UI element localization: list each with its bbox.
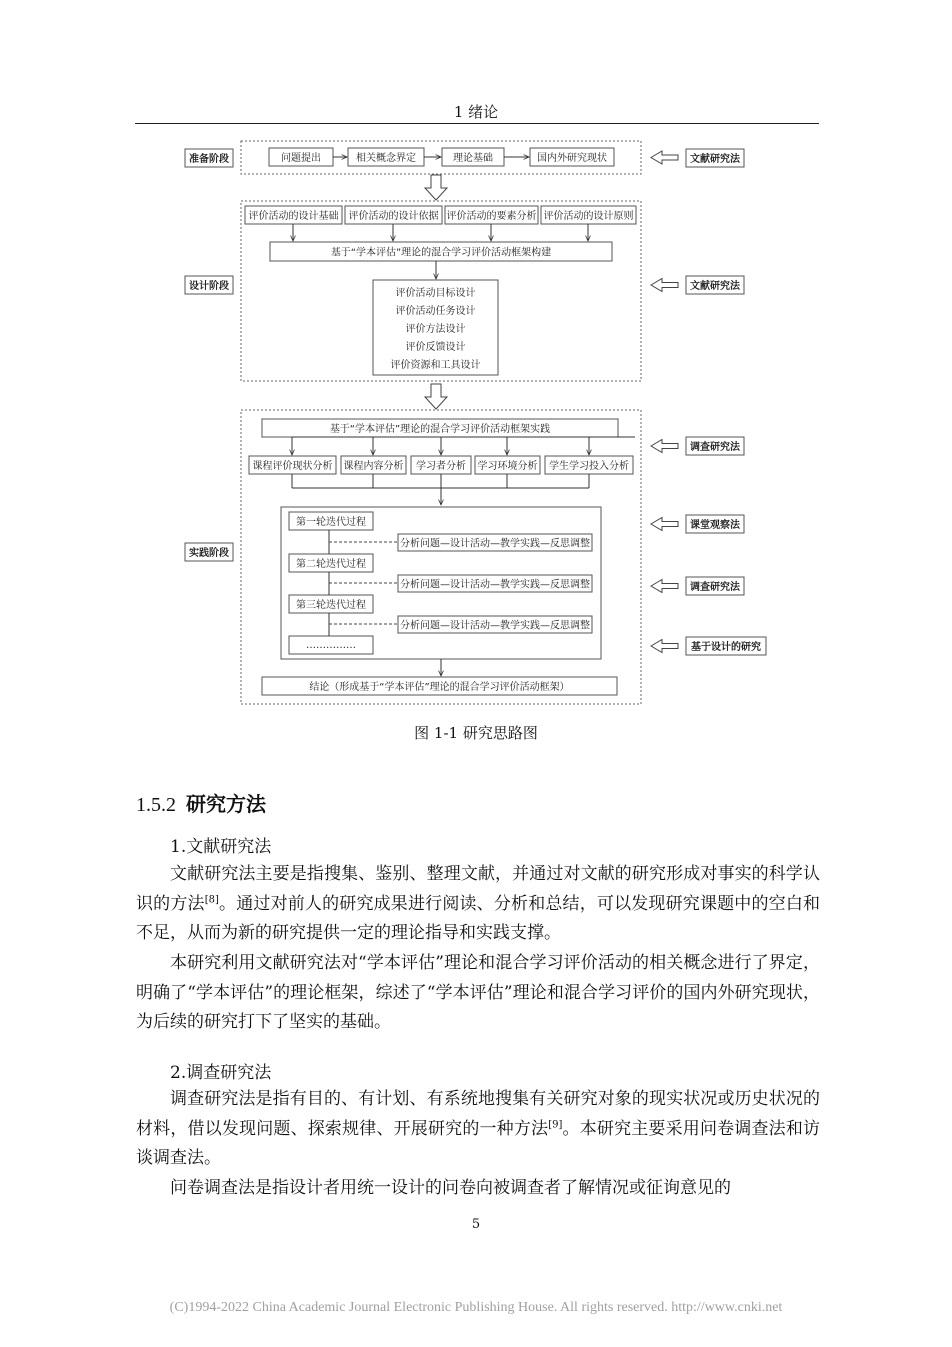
- stage-down-arrow: [425, 175, 447, 200]
- prep-step: [269, 148, 333, 166]
- method-label: [686, 515, 744, 533]
- design-item: 评价方法设计: [405, 324, 466, 335]
- svg-text:实践阶段: 实践阶段: [189, 548, 229, 559]
- svg-text:第一轮迭代过程: 第一轮迭代过程: [296, 517, 366, 528]
- design-item: 评价活动任务设计: [395, 306, 476, 317]
- method-label: [686, 637, 766, 655]
- svg-text:设计阶段: 设计阶段: [189, 281, 229, 292]
- prep-step: [530, 148, 614, 166]
- svg-text:评价活动的设计基础: 评价活动的设计基础: [248, 211, 339, 222]
- svg-text:调查研究法: 调查研究法: [690, 582, 740, 593]
- figure-caption: 图 1-1 研究思路图: [414, 724, 538, 742]
- svg-text:分析问题—设计活动—教学实践—反思调整: 分析问题—设计活动—教学实践—反思调整: [400, 620, 590, 632]
- iteration-round-box: [289, 554, 373, 572]
- citation: [9]: [548, 1118, 563, 1130]
- svg-text:课程评价现状分析: 课程评价现状分析: [252, 461, 333, 472]
- svg-text:结论（形成基于“学本评估”理论的混合学习评价活动框架）: 结论（形成基于“学本评估”理论的混合学习评价活动框架）: [309, 682, 570, 693]
- paragraph: 调查研究法是指有目的、有计划、有系统地搜集有关研究对象的现实状况或历史状况的材料，借以发现问题、探索规律、开展研究的一种方法[9]。本研究主要采用问卷调查法和访谈调查法。: [136, 1089, 821, 1168]
- practice-framework-box: [262, 419, 618, 437]
- subheading-literature: 1.文献研究法: [170, 837, 272, 857]
- iteration-cycle-box: [398, 534, 592, 551]
- stage-label-design: [185, 276, 233, 294]
- svg-text:理论基础: 理论基础: [453, 153, 493, 164]
- method-label: [686, 276, 744, 294]
- iteration-cycle-box: [398, 575, 592, 592]
- svg-text:文献研究法: 文献研究法: [690, 281, 740, 292]
- prep-step: [348, 148, 424, 166]
- svg-text:准备阶段: 准备阶段: [189, 154, 229, 165]
- paragraph: 文献研究法主要是指搜集、鉴别、整理文献，并通过对文献的研究形成对事实的科学认识的方法[8]。通过对前人的研究成果进行阅读、分析和总结，可以发现研究课题中的空白和不足，从而为新的研究提供一定的理论指导和实践支撑。: [136, 864, 821, 943]
- svg-text:相关概念界定: 相关概念界定: [356, 153, 416, 164]
- design-item: 评价资源和工具设计: [390, 360, 481, 371]
- iteration-cycle-box: [398, 616, 592, 633]
- svg-text:评价活动的要素分析: 评价活动的要素分析: [446, 211, 537, 222]
- analysis-box: [411, 456, 471, 474]
- design-basis-box: [345, 206, 442, 224]
- design-item: 评价反馈设计: [405, 342, 466, 353]
- iteration-round-box: [289, 595, 373, 613]
- design-framework-box: [270, 242, 612, 261]
- copyright-footer: (C)1994-2022 China Academic Journal Electronic Publishing House. All rights reserved. http://www.cnki.net: [169, 1300, 783, 1315]
- method-pointer-arrow: [651, 440, 678, 453]
- analysis-box: [341, 456, 406, 474]
- section-number: 1.5.2: [136, 794, 176, 816]
- svg-text:基于“学本评估”理论的混合学习评价活动框架实践: 基于“学本评估”理论的混合学习评价活动框架实践: [329, 424, 551, 435]
- design-basis-box: [541, 206, 636, 224]
- method-pointer-arrow: [651, 151, 678, 164]
- page-number: 5: [471, 1217, 481, 1232]
- svg-text:学习环境分析: 学习环境分析: [477, 461, 538, 472]
- svg-text:课堂观察法: 课堂观察法: [690, 520, 740, 531]
- svg-text:课程内容分析: 课程内容分析: [343, 461, 404, 472]
- conclusion-box: [262, 677, 617, 695]
- method-pointer-arrow: [651, 279, 678, 292]
- design-basis-box: [445, 206, 538, 224]
- svg-text:分析问题—设计活动—教学实践—反思调整: 分析问题—设计活动—教学实践—反思调整: [400, 538, 590, 550]
- paragraph: 本研究利用文献研究法对“学本评估”理论和混合学习评价活动的相关概念进行了界定，明确了“学本评估”的理论框架，综述了“学本评估”理论和混合学习评价的国内外研究现状，为后续的研究打下了坚实的基础。: [136, 953, 820, 1032]
- svg-text:调查研究法: 调查研究法: [690, 442, 740, 453]
- section-heading: [136, 788, 266, 817]
- section-title: 研究方法: [186, 792, 266, 816]
- svg-text:基于设计的研究: 基于设计的研究: [691, 642, 761, 653]
- analysis-box: [249, 456, 336, 474]
- svg-text:文献研究法: 文献研究法: [690, 154, 740, 165]
- svg-text:……………: ……………: [306, 640, 356, 651]
- svg-text:第三轮迭代过程: 第三轮迭代过程: [296, 600, 366, 611]
- svg-text:学习者分析: 学习者分析: [416, 461, 466, 472]
- paragraph: 问卷调查法是指设计者用统一设计的问卷向被调查者了解情况或征询意见的: [170, 1178, 731, 1198]
- stage-label-practice: [185, 543, 233, 561]
- citation: [8]: [204, 893, 219, 905]
- svg-text:分析问题—设计活动—教学实践—反思调整: 分析问题—设计活动—教学实践—反思调整: [400, 579, 590, 591]
- method-pointer-arrow: [651, 640, 678, 653]
- method-pointer-arrow: [651, 518, 678, 531]
- analysis-box: [545, 456, 633, 474]
- svg-text:评价活动的设计原则: 评价活动的设计原则: [543, 211, 634, 222]
- stage-down-arrow: [425, 384, 447, 409]
- method-label: [686, 437, 744, 455]
- analysis-box: [475, 456, 540, 474]
- method-label: [686, 149, 744, 167]
- prep-step: [442, 148, 504, 166]
- svg-text:第二轮迭代过程: 第二轮迭代过程: [296, 559, 366, 570]
- stage-label-prep: [185, 149, 233, 167]
- iteration-round-box: [289, 512, 373, 530]
- svg-text:学生学习投入分析: 学生学习投入分析: [549, 461, 629, 472]
- subheading-survey: 2.调查研究法: [170, 1063, 272, 1083]
- svg-text:基于“学本评估”理论的混合学习评价活动框架构建: 基于“学本评估”理论的混合学习评价活动框架构建: [330, 247, 552, 259]
- design-basis-box: [245, 206, 342, 224]
- method-label: [686, 577, 744, 595]
- svg-text:国内外研究现状: 国内外研究现状: [537, 153, 607, 164]
- design-item: 评价活动目标设计: [395, 288, 476, 299]
- iteration-ellipsis-box: [289, 636, 373, 654]
- running-header: 1 绪论: [453, 103, 499, 121]
- svg-text:问题提出: 问题提出: [281, 153, 321, 164]
- svg-text:评价活动的设计依据: 评价活动的设计依据: [348, 211, 439, 222]
- method-pointer-arrow: [651, 580, 678, 593]
